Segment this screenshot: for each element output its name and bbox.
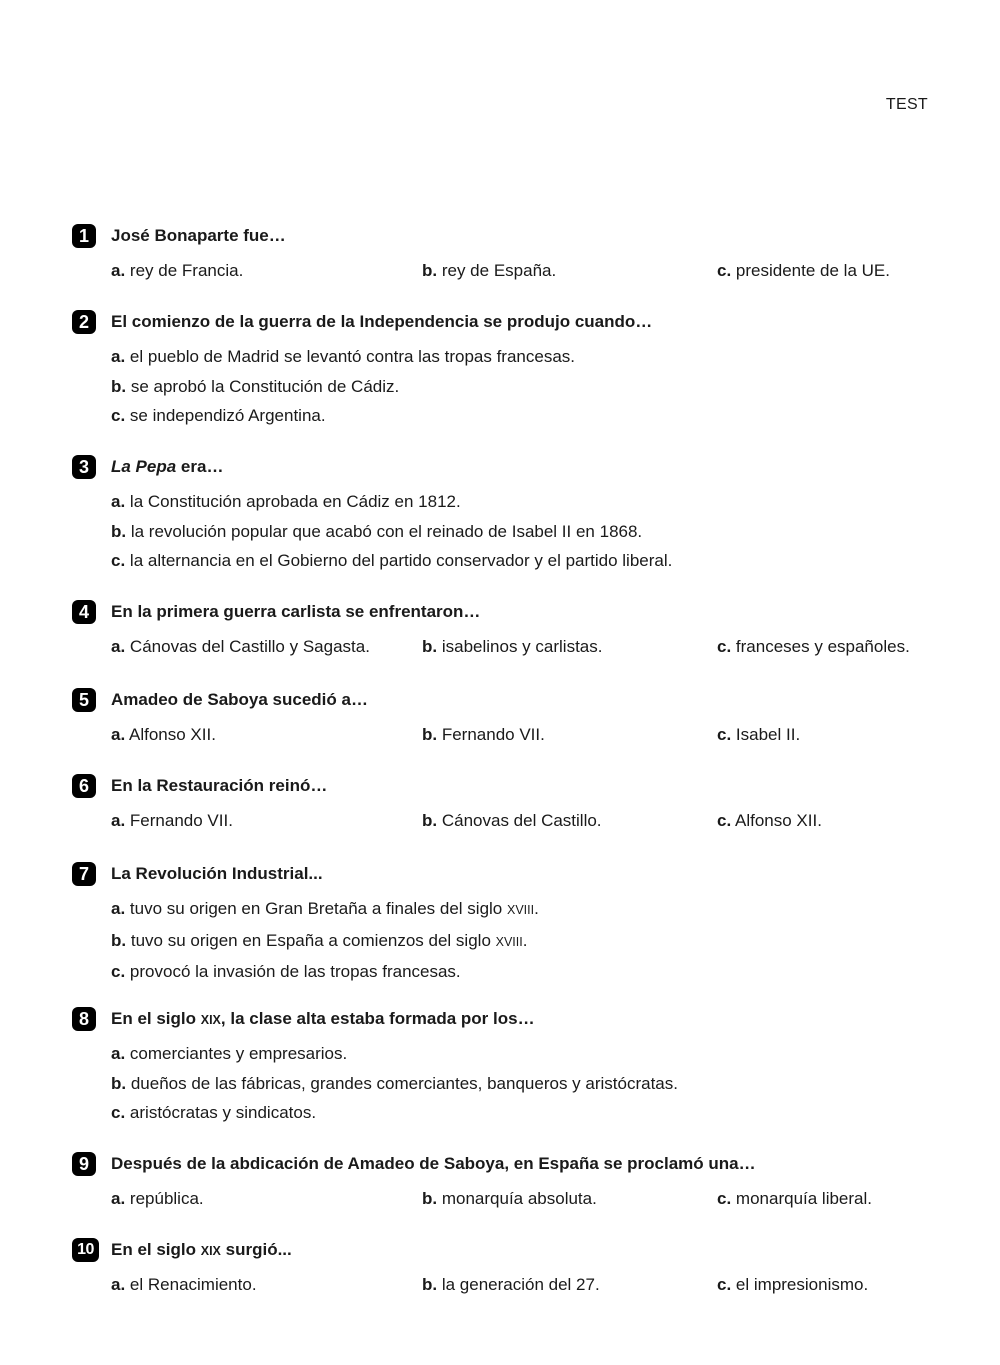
option-b[interactable]: b. se aprobó la Constitución de Cádiz. — [111, 376, 400, 396]
question-8 — [72, 1007, 952, 1128]
option-c[interactable]: c. Alfonso XII. — [717, 811, 822, 830]
question-stem: En la primera guerra carlista se enfrentaron… — [111, 602, 481, 621]
question-number-badge: 2 — [72, 310, 96, 334]
option-a[interactable]: a. república. — [111, 1189, 204, 1208]
option-b[interactable]: b. Fernando VII. — [422, 725, 545, 744]
option-a[interactable]: a. Fernando VII. — [111, 811, 233, 830]
option-a[interactable]: a. Alfonso XII. — [111, 725, 216, 744]
question-stem: En el siglo XIX surgió... — [111, 1240, 292, 1259]
question-3 — [72, 455, 952, 576]
option-c[interactable]: c. la alternancia en el Gobierno del partido conservador y el partido liberal. — [111, 551, 673, 570]
option-c[interactable]: c. provocó la invasión de las tropas francesas. — [111, 962, 461, 981]
option-c[interactable]: c. monarquía liberal. — [717, 1189, 872, 1208]
question-stem: En la Restauración reinó… — [111, 776, 328, 795]
question-2 — [72, 310, 952, 431]
question-4 — [72, 600, 952, 662]
question-number-badge: 1 — [72, 224, 96, 248]
question-number-badge: 7 — [72, 862, 96, 886]
option-b[interactable]: b. dueños de las fábricas, grandes comerciantes, banqueros y aristócratas. — [111, 1073, 678, 1093]
question-number-badge: 3 — [72, 455, 96, 479]
option-a[interactable]: a. rey de Francia. — [111, 261, 244, 280]
option-c[interactable]: c. se independizó Argentina. — [111, 406, 326, 425]
option-a[interactable]: a. el pueblo de Madrid se levantó contra las tropas francesas. — [111, 347, 576, 366]
option-b[interactable]: b. rey de España. — [422, 261, 557, 280]
option-c[interactable]: c. franceses y españoles. — [717, 637, 910, 656]
question-7 — [72, 862, 952, 987]
question-10 — [72, 1238, 952, 1300]
option-a[interactable]: a. la Constitución aprobada en Cádiz en 1812. — [111, 492, 461, 511]
question-stem: En el siglo XIX, la clase alta estaba formada por los… — [111, 1009, 535, 1028]
question-9 — [72, 1152, 952, 1214]
question-number-badge: 5 — [72, 688, 96, 712]
question-stem: El comienzo de la guerra de la Independencia se produjo cuando… — [111, 312, 653, 331]
option-a[interactable]: a. Cánovas del Castillo y Sagasta. — [111, 637, 370, 656]
question-number-badge: 10 — [72, 1238, 99, 1262]
question-stem: José Bonaparte fue… — [111, 226, 286, 245]
option-b[interactable]: b. tuvo su origen en España a comienzos del siglo XVIII. — [111, 930, 528, 950]
option-b[interactable]: b. Cánovas del Castillo. — [422, 811, 602, 830]
question-number-badge: 4 — [72, 600, 96, 624]
option-c[interactable]: c. el impresionismo. — [717, 1275, 869, 1294]
option-b[interactable]: b. la revolución popular que acabó con el reinado de Isabel II en 1868. — [111, 521, 643, 541]
question-5 — [72, 688, 952, 750]
question-6 — [72, 774, 952, 836]
option-c[interactable]: c. presidente de la UE. — [717, 261, 890, 280]
option-b[interactable]: b. la generación del 27. — [422, 1275, 600, 1294]
question-number-badge: 6 — [72, 774, 96, 798]
question-stem: Después de la abdicación de Amadeo de Saboya, en España se proclamó una… — [111, 1154, 756, 1173]
question-stem: La Pepa era… — [111, 457, 224, 476]
option-b[interactable]: b. isabelinos y carlistas. — [422, 637, 603, 656]
question-stem: La Revolución Industrial... — [111, 864, 323, 883]
question-stem: Amadeo de Saboya sucedió a… — [111, 690, 368, 709]
question-number-badge: 9 — [72, 1152, 96, 1176]
option-a[interactable]: a. el Renacimiento. — [111, 1275, 257, 1294]
option-b[interactable]: b. monarquía absoluta. — [422, 1189, 597, 1208]
question-1 — [72, 224, 952, 286]
option-a[interactable]: a. tuvo su origen en Gran Bretaña a finales del siglo XVIII. — [111, 899, 539, 918]
page-label: TEST — [885, 96, 928, 113]
option-a[interactable]: a. comerciantes y empresarios. — [111, 1044, 348, 1063]
option-c[interactable]: c. Isabel II. — [717, 725, 801, 744]
question-number-badge: 8 — [72, 1007, 96, 1031]
option-c[interactable]: c. aristócratas y sindicatos. — [111, 1103, 317, 1122]
